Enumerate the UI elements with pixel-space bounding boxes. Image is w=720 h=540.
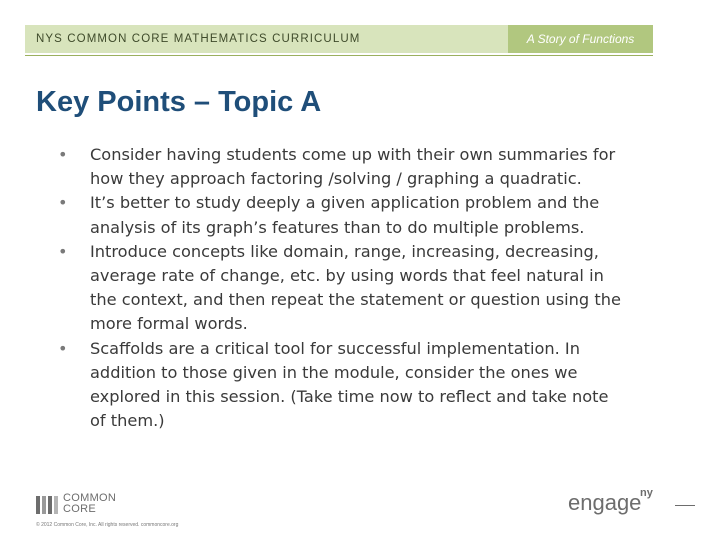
bullet-line: the context, and then repeat the statement or question using the: [90, 290, 621, 310]
bullet-line: more formal words.: [90, 314, 248, 334]
footer-rule: [675, 505, 695, 506]
module-title: A Story of Functions: [526, 32, 635, 46]
bullet-line: Scaffolds are a critical tool for successful implementation. In: [90, 338, 580, 358]
bullet-marker: •: [58, 241, 68, 261]
bullet-marker: •: [58, 145, 68, 164]
bullet-marker: •: [58, 338, 68, 358]
bullet-line: Introduce concepts like domain, range, increasing, decreasing,: [90, 241, 599, 261]
bullet-item: [58, 191, 688, 239]
header-divider: [25, 55, 653, 56]
bullet-line: It’s better to study deeply a given application problem and the: [90, 193, 600, 213]
bullet-line: average rate of change, etc. by using words that feel natural in: [90, 266, 604, 286]
bullet-line: of them.): [90, 411, 165, 431]
bullet-line: addition to those given in the module, consider the ones we: [90, 362, 578, 382]
bullet-line: how they approach factoring /solving / graphing a quadratic.: [90, 169, 582, 189]
bullet-line: analysis of its graph’s features than to do multiple problems.: [90, 217, 585, 237]
bullet-line: Consider having students come up with their own summaries for: [90, 145, 616, 164]
bullet-line: explored in this session. (Take time now to reflect and take note: [90, 387, 609, 407]
curriculum-label: NYS COMMON CORE MATHEMATICS CURRICULUM: [36, 33, 361, 45]
common-core-logo-text: COMMON CORE: [63, 492, 117, 515]
bullet-item: [58, 240, 688, 337]
bullet-item: [58, 143, 688, 191]
engageny-logo: engage: [568, 490, 642, 515]
bullet-list: [58, 143, 688, 433]
copyright-notice: © 2012 Common Core, Inc. All rights reserved. commoncore.org: [36, 522, 179, 528]
engageny-logo-ny: ny: [640, 487, 653, 499]
slide-title: Key Points – Topic A: [36, 86, 322, 118]
bullet-item: [58, 337, 688, 434]
common-core-logo-icon: [36, 496, 60, 514]
bullet-marker: •: [58, 193, 68, 213]
